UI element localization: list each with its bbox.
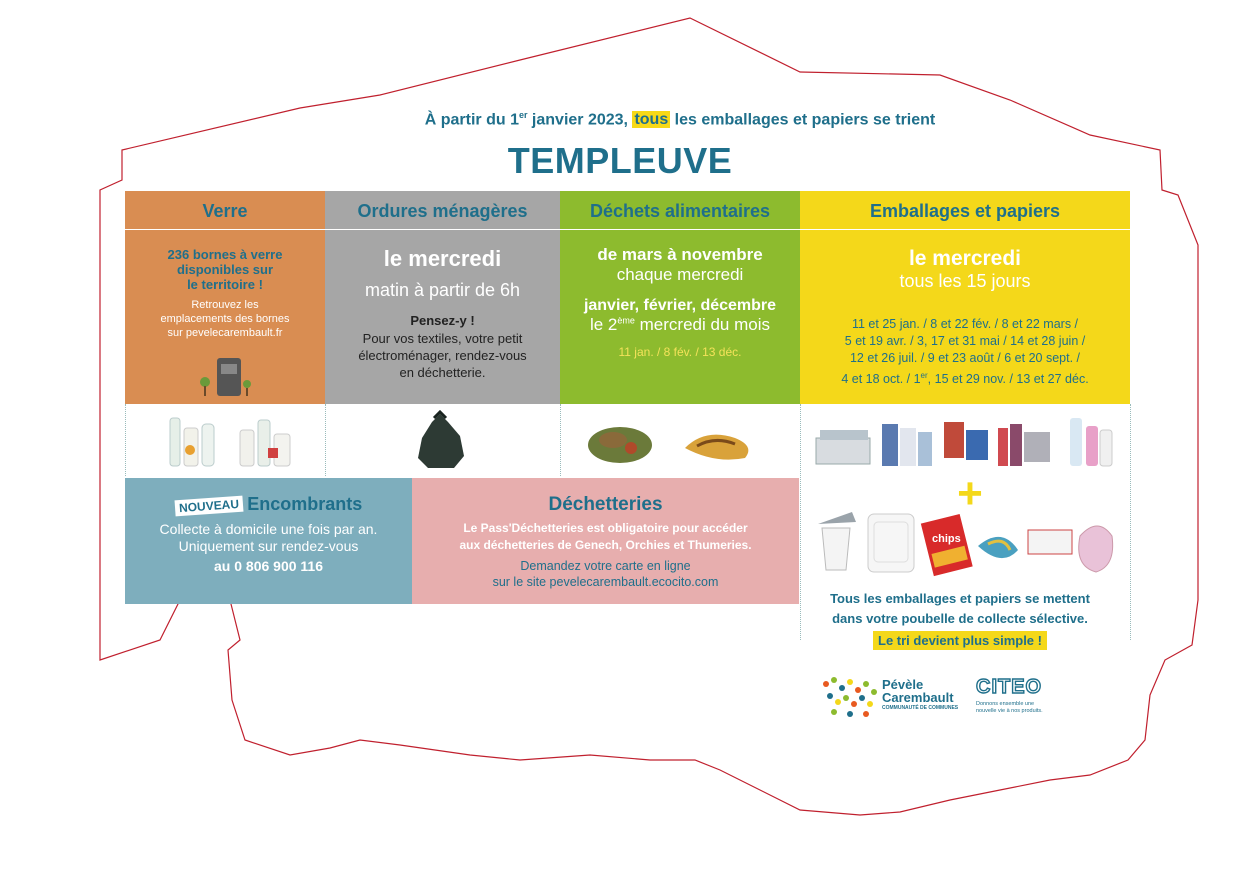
emb-dates4-pre: 4 et 18 oct. / 1	[841, 372, 921, 387]
encombrants-panel	[125, 478, 412, 604]
separator	[325, 404, 326, 476]
tri-slogan: Le tri devient plus simple !	[873, 631, 1047, 650]
citeo-tag1: Donnons ensemble une	[976, 701, 1035, 707]
banner-pre: À partir du 1	[424, 111, 519, 129]
tri-line2: dans votre poubelle de collecte sélective.	[832, 611, 1088, 626]
emb-day: le mercredi	[908, 247, 1022, 270]
encombrants-line2: Uniquement sur rendez-vous	[178, 538, 359, 554]
nouveau-badge: NOUVEAU	[174, 496, 243, 517]
alim-freq2-post: mercredi du mois	[634, 315, 771, 334]
ordures-day: le mercredi	[383, 246, 502, 271]
separator	[125, 404, 126, 476]
tri-text	[800, 589, 1120, 651]
verre-info2: emplacements des bornes	[160, 313, 290, 325]
encombrants-phone: au 0 806 900 116	[214, 558, 323, 574]
ordures-time: matin à partir de 6h	[364, 280, 521, 300]
emballages-header: Emballages et papiers	[800, 191, 1130, 229]
banner-sup: er	[518, 110, 528, 120]
food-waste-image	[585, 410, 775, 470]
dechetteries-title: Déchetteries	[548, 494, 663, 515]
encombrants-title: Encombrants	[247, 494, 363, 514]
alim-freq2-sup: ème	[617, 315, 635, 326]
banner-post: les emballages et papiers se trient	[670, 111, 936, 129]
emb-dates4-sup: er	[920, 371, 928, 380]
verre-panel	[125, 230, 325, 404]
pevele-dots-icon	[820, 674, 880, 718]
verre-line3: le territoire !	[187, 277, 263, 292]
glass-bin-icon	[195, 350, 255, 400]
emb-dates3: 12 et 26 juil. / 9 et 23 août / 6 et 20 sept. /	[849, 351, 1081, 365]
pevele-name2: Carembault	[882, 690, 954, 705]
emb-dates4-post: , 15 et 29 nov. / 13 et 27 déc.	[927, 372, 1089, 387]
emb-dates2: 5 et 19 avr. / 3, 17 et 31 mai / 14 et 28 juin /	[844, 334, 1086, 348]
encombrants-line1: Collecte à domicile une fois par an.	[159, 521, 378, 537]
pevele-name3: COMMUNAUTÉ DE COMMUNES	[882, 705, 959, 711]
alim-freq1: chaque mercredi	[616, 265, 744, 284]
citeo-logo	[976, 676, 1076, 715]
trash-bag-image	[410, 410, 470, 470]
verre-info3: sur pevelecarembault.fr	[167, 327, 283, 339]
ordures-tip1: Pour vos textiles, votre petit	[362, 331, 523, 346]
citeo-name: CITEO	[976, 676, 1043, 698]
dechetteries-panel	[412, 478, 799, 604]
alim-period2: janvier, février, décembre	[583, 297, 777, 314]
verre-line2: disponibles sur	[176, 262, 274, 277]
verre-info1: Retrouvez les	[191, 299, 259, 311]
city-title: TEMPLEUVE	[507, 140, 733, 181]
ordures-tip2: électroménager, rendez-vous	[358, 348, 527, 363]
alim-period1: de mars à novembre	[597, 245, 763, 264]
dechetteries-line4: sur le site pevelecarembault.ecocito.com	[492, 575, 719, 589]
verre-header: Verre	[125, 191, 325, 229]
emb-dates1: 11 et 25 jan. / 8 et 22 fév. / 8 et 22 mars /	[851, 317, 1079, 331]
ordures-tip3: en déchetterie.	[399, 365, 486, 380]
alimentaires-panel	[560, 230, 800, 404]
pevele-carembault-logo	[820, 674, 960, 718]
banner-highlight: tous	[634, 111, 669, 129]
glass-bottles-image	[160, 410, 310, 470]
packaging-image	[812, 408, 1122, 472]
banner-text	[300, 110, 1060, 129]
ordures-panel	[325, 230, 560, 404]
ordures-tip-title: Pensez-y !	[410, 313, 475, 328]
dechetteries-line2: aux déchetteries de Genech, Orchies et Thumeries.	[459, 538, 752, 552]
dechetteries-line1: Le Pass'Déchetteries est obligatoire pour accéder	[463, 521, 748, 535]
plus-sign: +	[957, 469, 983, 518]
chips-label: chips	[932, 533, 961, 545]
emballages-panel	[800, 230, 1130, 404]
separator	[1130, 404, 1131, 640]
new-packaging-image	[812, 506, 1122, 586]
alim-freq2-pre: le 2	[589, 315, 618, 334]
alimentaires-header: Déchets alimentaires	[560, 191, 800, 229]
citeo-tag2: nouvelle vie à nos produits.	[976, 708, 1043, 714]
emb-freq: tous les 15 jours	[899, 271, 1031, 291]
separator	[560, 404, 561, 476]
verre-line1: 236 bornes à verre	[167, 247, 283, 262]
alim-dates: 11 jan. / 8 fév. / 13 déc.	[618, 345, 742, 359]
pevele-name1: Pévèle	[882, 677, 924, 692]
ordures-header: Ordures ménagères	[325, 191, 560, 229]
banner-mid: janvier 2023,	[527, 111, 633, 129]
tri-line1: Tous les emballages et papiers se mettent	[830, 591, 1090, 606]
dechetteries-line3: Demandez votre carte en ligne	[520, 559, 691, 573]
